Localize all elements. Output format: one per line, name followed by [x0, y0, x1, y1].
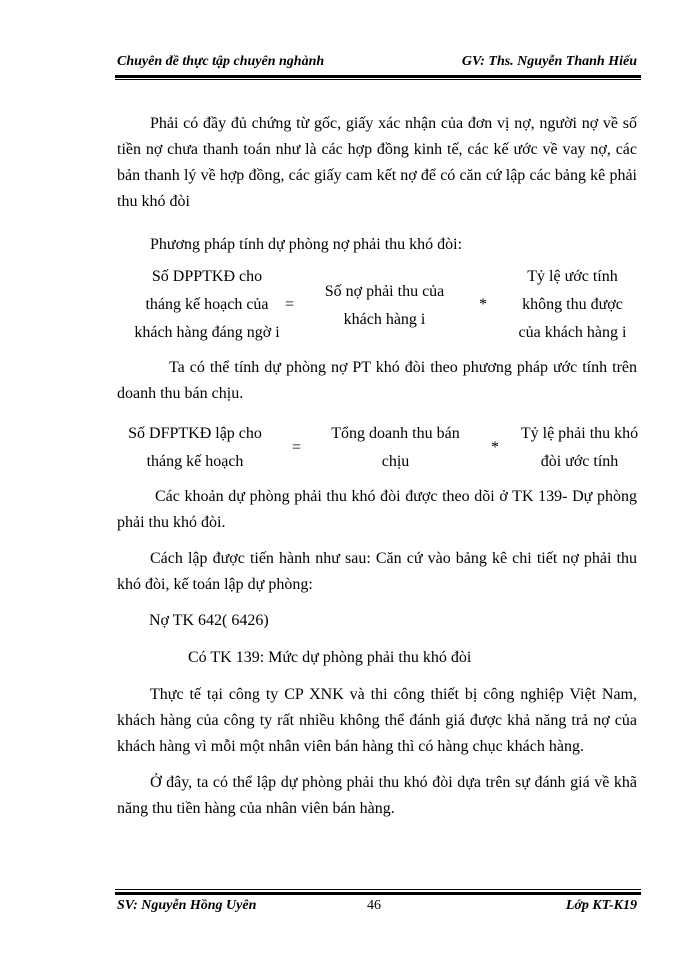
paragraph-documents: Phải có đầy đủ chứng từ gốc, giấy xác nhận của đơn vị nợ, người nợ về số tiền nợ chưa thanh toán như là các hợp đồng kinh tế, các kế ước về vay nợ, các bản thanh lý về hợp đồng, các giấy cam kết nợ để có căn cứ lập các bảng kê phải thu khó đòi [117, 115, 637, 210]
paragraph-procedure: Cách lập được tiến hành như sau: Căn cứ vào bảng kê chi tiết nợ phải thu khó đòi, kế toán lập dự phòng: [117, 550, 637, 593]
formula2-left-line2: tháng kế hoạch [146, 453, 244, 470]
formula2-middle-line1: Tổng doanh thu bán [331, 425, 460, 442]
paragraph-estimate-method: Ta có thể tính dự phòng nợ PT khó đòi theo phương pháp ước tính trên doanh thu bán chịu. [117, 359, 637, 402]
header-rule [115, 75, 641, 78]
formula1-multiply: * [479, 296, 487, 313]
formula1-equals: = [285, 296, 295, 313]
paragraph-tk139: Các khoản dự phòng phải thu khó đòi được theo dõi ở TK 139- Dự phòng phải thu khó đòi. [117, 488, 637, 531]
formula2-right-line1: Tỷ lệ phải thu khó [520, 425, 639, 442]
page-number: 46 [367, 898, 381, 913]
formula2-right-line2: đòi ước tính [540, 453, 619, 470]
header-course-title: Chuyên đề thực tập chuyên nghành [117, 54, 325, 69]
footer-rule [115, 892, 641, 895]
formula1-left-line1: Số DPPTKĐ cho [151, 268, 263, 285]
header-instructor: GV: Ths. Nguyễn Thanh Hiếu [461, 54, 637, 69]
formula1-right-line3: của khách hàng i [518, 324, 627, 341]
formula2-middle-line2: chịu [381, 453, 410, 470]
footer-class: Lớp KT-K19 [565, 898, 637, 913]
formula1-middle-line1: Số nợ phải thu của [324, 283, 445, 300]
paragraph-evaluation: Ở đây, ta có thể lập dự phòng phải thu khó đòi dựa trên sự đánh giá về khã năng thu tiền hàng của nhân viên bán hàng. [117, 774, 637, 817]
formula1-right-line1: Tỷ lệ ước tính [527, 268, 618, 285]
formula2-left-line1: Số DFPTKĐ lập cho [128, 425, 262, 442]
footer-rule-thin [115, 889, 641, 890]
journal-entry-credit: Có TK 139: Mức dự phòng phải thu khó đòi [188, 649, 472, 666]
formula1-left-line2: tháng kế hoạch của [145, 296, 269, 313]
formula1-middle-line2: khách hàng i [343, 311, 426, 328]
formula2-equals: = [292, 439, 302, 456]
journal-entry-debit: Nợ TK 642( 6426) [149, 612, 269, 629]
formula2-multiply: * [491, 439, 499, 456]
footer-student: SV: Nguyễn Hồng Uyên [117, 898, 257, 913]
paragraph-company-reality: Thực tế tại công ty CP XNK và thi công thiết bị công nghiệp Việt Nam, khách hàng của công ty rất nhiều không thể đánh giá được khả năng trả nợ của khách hàng vì mỗi một nhân viên bán hàng thì có hàng chục khách hàng. [117, 686, 637, 755]
formula1-left-line3: khách hàng đáng ngờ i [134, 324, 280, 341]
paragraph-method-heading: Phương pháp tính dự phòng nợ phải thu khó đòi: [150, 236, 463, 253]
formula1-right-line2: không thu được [522, 296, 623, 313]
header-rule-thin [115, 79, 641, 80]
